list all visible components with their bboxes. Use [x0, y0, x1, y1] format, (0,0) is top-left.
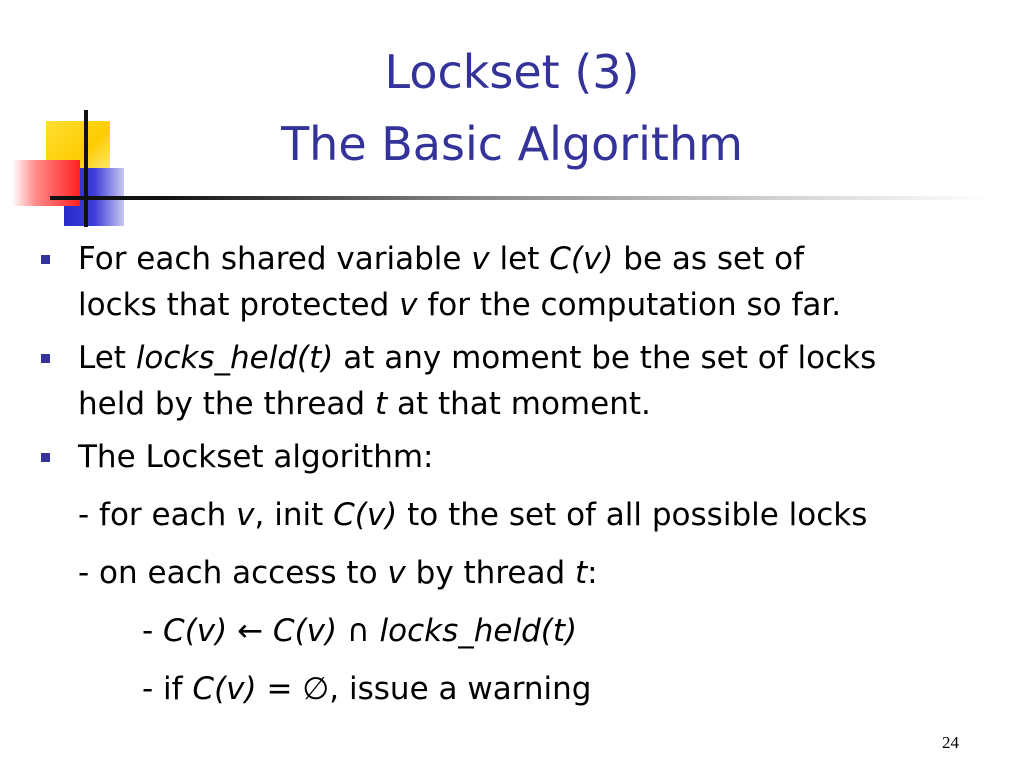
- bullet-item: [78, 335, 876, 427]
- math-expr: C(v): [333, 497, 398, 533]
- title-underline: [50, 196, 990, 200]
- text: The Lockset algorithm:: [78, 439, 434, 475]
- math-var: v: [399, 287, 418, 323]
- step-update: [78, 608, 876, 666]
- bullet-line: [78, 434, 876, 492]
- slide-title-line-2: The Basic Algorithm: [281, 117, 743, 171]
- square-bullet-icon: [41, 453, 50, 462]
- bullet-line: [78, 335, 876, 381]
- math-expr: C(v): [549, 241, 614, 277]
- math-var: t: [374, 386, 388, 422]
- text: Let: [78, 340, 136, 376]
- text: be as set of: [613, 241, 804, 277]
- bullet-item: [78, 434, 876, 492]
- bullet-item: [78, 236, 876, 328]
- math-var: v: [236, 497, 255, 533]
- text: to the set of all possible locks: [397, 497, 868, 533]
- square-bullet-icon: [41, 354, 50, 363]
- text: at that moment.: [387, 386, 651, 422]
- text: = ∅, issue a warning: [256, 671, 592, 707]
- text: let: [489, 241, 550, 277]
- text: at any moment be the set of locks: [333, 340, 877, 376]
- math-expr: C(v): [163, 613, 228, 649]
- text: - for each: [78, 497, 237, 533]
- math-var: v: [387, 555, 406, 591]
- slide-title-line-1: Lockset (3): [384, 45, 640, 99]
- text: - if: [142, 671, 193, 707]
- math-expr: locks_held(t): [135, 340, 334, 376]
- arrow-symbol: ←: [227, 613, 273, 649]
- square-bullet-icon: [41, 255, 50, 264]
- text: For each shared variable: [78, 241, 472, 277]
- text: - on each access to: [78, 555, 388, 591]
- math-expr: locks_held(t): [379, 613, 578, 649]
- intersection-symbol: ∩: [337, 613, 380, 649]
- bullet-line: [78, 236, 876, 282]
- math-expr: C(v): [272, 613, 338, 649]
- text: for the computation so far.: [417, 287, 842, 323]
- text: -: [142, 613, 164, 649]
- text: locks that protected: [78, 287, 400, 323]
- page-number: 24: [942, 733, 959, 752]
- text: , init: [254, 497, 334, 533]
- math-var: v: [471, 241, 490, 277]
- text: :: [587, 555, 598, 591]
- step-check: [78, 666, 876, 724]
- slide-body: [78, 236, 876, 724]
- math-var: t: [574, 555, 588, 591]
- step-access: [78, 550, 876, 608]
- math-expr: C(v): [192, 671, 257, 707]
- step-init: [78, 492, 876, 550]
- text: by thread: [405, 555, 575, 591]
- bullet-line: [78, 381, 876, 427]
- text: held by the thread: [78, 386, 375, 422]
- bullet-line: [78, 282, 876, 328]
